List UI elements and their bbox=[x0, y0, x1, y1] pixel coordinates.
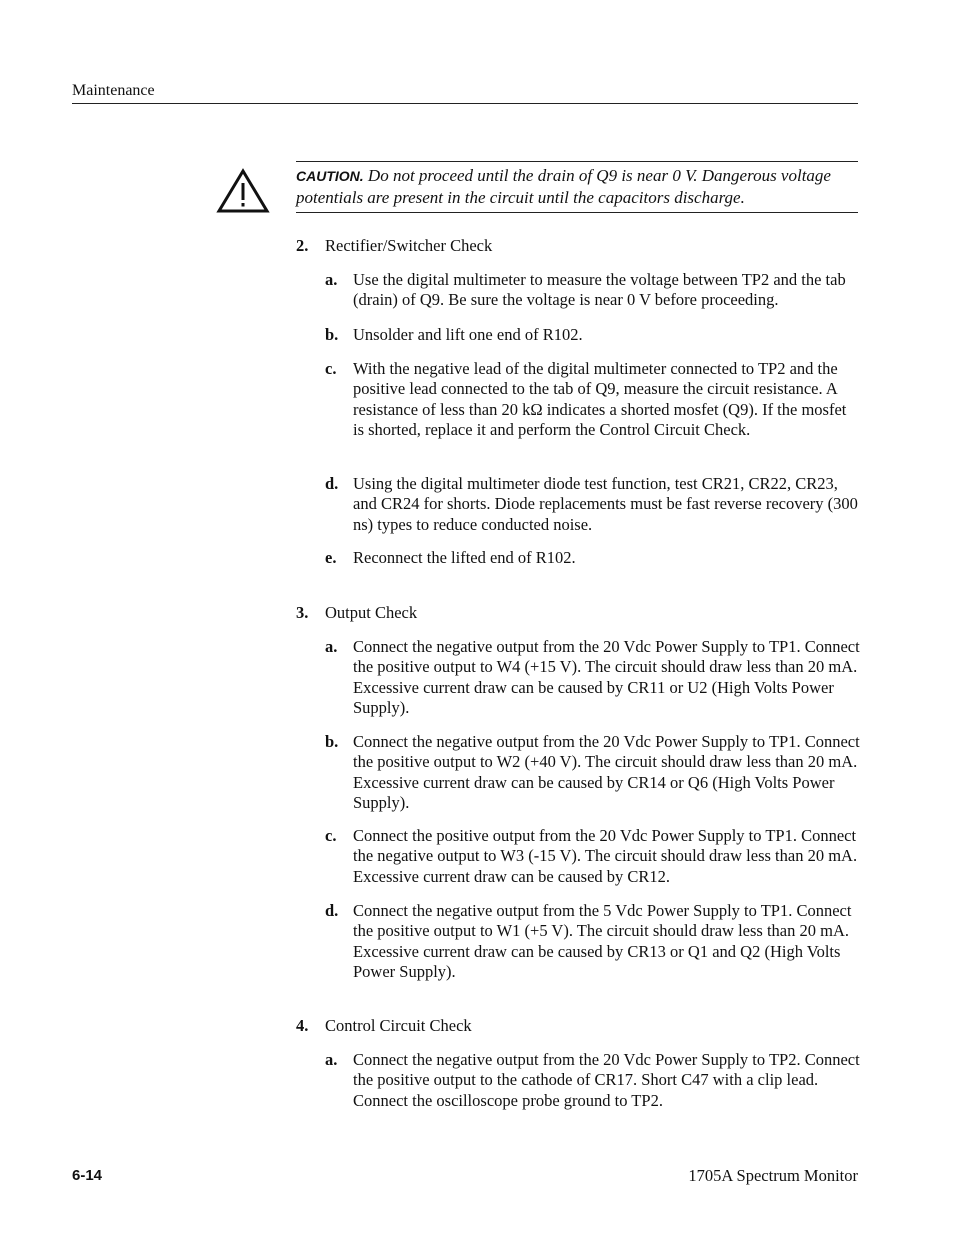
page-number: 6-14 bbox=[72, 1167, 103, 1184]
list-item bbox=[325, 826, 861, 887]
step-title: Rectifier/Switcher Check bbox=[325, 236, 493, 255]
caution-label: CAUTION. bbox=[296, 168, 364, 184]
list-item bbox=[325, 901, 861, 982]
item-letter: a. bbox=[325, 637, 338, 656]
manual-title: 1705A Spectrum Monitor bbox=[688, 1166, 858, 1185]
step-number: 4. bbox=[296, 1016, 309, 1035]
list-item bbox=[325, 474, 861, 535]
header-rule bbox=[72, 103, 858, 104]
list-item bbox=[325, 1050, 861, 1111]
item-text: Connect the negative output from the 20 Vdc Power Supply to TP2. Connect the positive output to the cathode of CR17. Short C47 with a clip lead. Connect the oscilloscope probe ground to TP2. bbox=[353, 1050, 860, 1110]
list-item bbox=[325, 637, 861, 718]
warning-triangle-icon bbox=[216, 168, 270, 214]
caution-text: Do not proceed until the drain of Q9 is near 0 V. Dangerous voltage potentials are present in the circuit until the capacitors discharge. bbox=[296, 166, 831, 207]
running-header: Maintenance bbox=[72, 82, 155, 99]
step-number: 2. bbox=[296, 236, 309, 255]
item-letter: d. bbox=[325, 474, 339, 493]
list-item bbox=[325, 325, 861, 345]
item-letter: b. bbox=[325, 325, 339, 344]
item-text: Unsolder and lift one end of R102. bbox=[353, 325, 583, 344]
item-text: With the negative lead of the digital multimeter connected to TP2 and the positive lead connected to the tab of Q9, measure the circuit resistance. A resistance of less than 20 kΩ indicates a shorted mosfet (Q9). If the mosfet is shorted, replace it and perform the Control Circuit Check. bbox=[353, 359, 847, 439]
list-item bbox=[325, 359, 861, 440]
item-text: Reconnect the lifted end of R102. bbox=[353, 548, 576, 567]
item-text: Using the digital multimeter diode test function, test CR21, CR22, CR23, and CR24 for shorts. Diode replacements must be fast reverse recovery (300 ns) types to reduce conducted noise. bbox=[353, 474, 858, 534]
list-item bbox=[325, 548, 861, 568]
item-text: Connect the negative output from the 5 Vdc Power Supply to TP1. Connect the positive output to W1 (+5 V). The circuit should draw less than 20 mA. Excessive current draw can be caused by CR13 or Q1 and Q2 (High Volts Power Supply). bbox=[353, 901, 852, 981]
list-item bbox=[325, 270, 861, 311]
item-text: Use the digital multimeter to measure the voltage between TP2 and the tab (drain) of Q9. Be sure the voltage is near 0 V before proceeding. bbox=[353, 270, 846, 310]
step-title: Output Check bbox=[325, 603, 418, 622]
step-title: Control Circuit Check bbox=[325, 1016, 472, 1035]
item-letter: a. bbox=[325, 1050, 338, 1069]
item-text: Connect the negative output from the 20 Vdc Power Supply to TP1. Connect the positive output to W4 (+15 V). The circuit should draw less than 20 mA. Excessive current draw can be caused by CR11 or U2 (High Volts Power Supply). bbox=[353, 637, 860, 717]
item-letter: b. bbox=[325, 732, 339, 751]
item-letter: c. bbox=[325, 359, 337, 378]
item-text: Connect the positive output from the 20 Vdc Power Supply to TP1. Connect the negative output to W3 (-15 V). The circuit should draw less than 20 mA. Excessive current draw can be caused by CR12. bbox=[353, 826, 858, 886]
step-number: 3. bbox=[296, 603, 309, 622]
item-letter: c. bbox=[325, 826, 337, 845]
item-text: Connect the negative output from the 20 Vdc Power Supply to TP1. Connect the positive output to W2 (+40 V). The circuit should draw less than 20 mA. Excessive current draw can be caused by CR14 or Q6 (High Volts Power Supply). bbox=[353, 732, 860, 812]
item-letter: a. bbox=[325, 270, 338, 289]
caution-notice bbox=[296, 161, 858, 213]
item-letter: d. bbox=[325, 901, 339, 920]
list-item bbox=[325, 732, 861, 813]
item-letter: e. bbox=[325, 548, 337, 567]
